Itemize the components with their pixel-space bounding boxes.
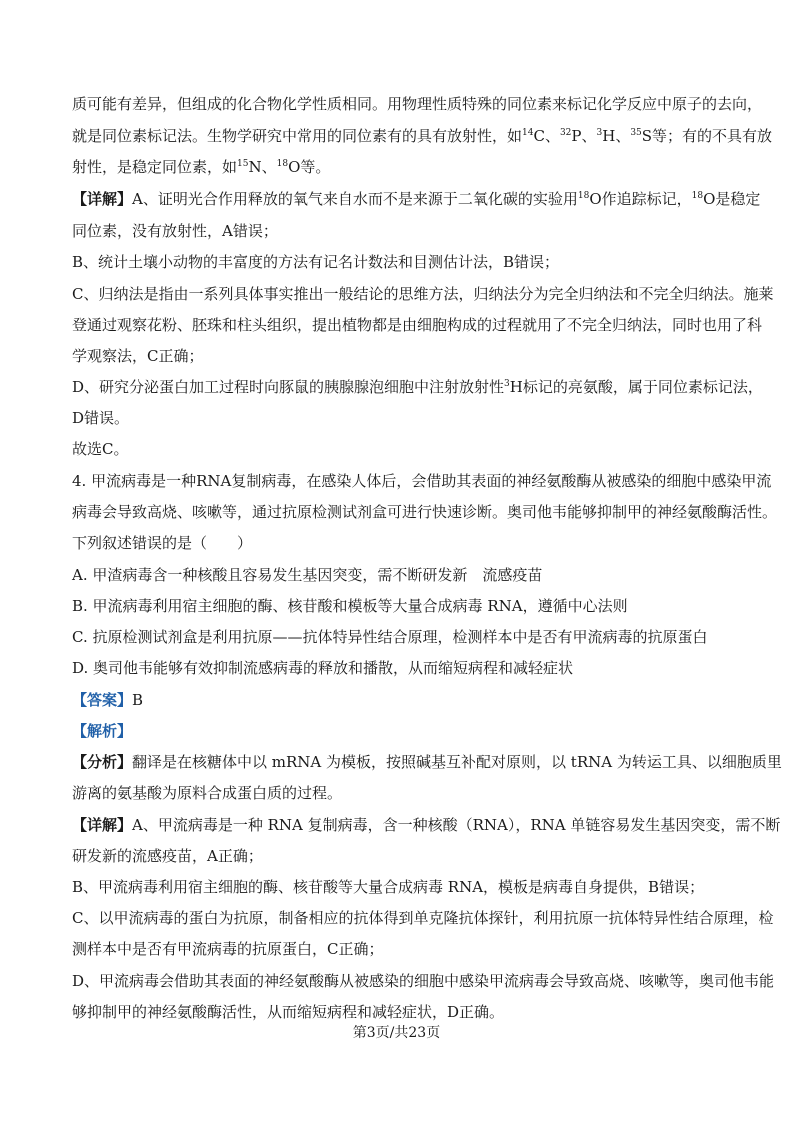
q4-detail-b-line-1: B、甲流病毒利用宿主细胞的酶、核苷酸等大量合成病毒 RNA，模板是病毒自身提供，B错误；: [72, 878, 705, 896]
analysis-line-2: 游离的氨基酸为原料合成蛋白质的过程。: [72, 784, 343, 802]
q3-detail-b-line-1: B、统计土壤小动物的丰富度的方法有记名计数法和目测估计法，B错误；: [72, 253, 560, 271]
q3-detail-c-line-2: 登通过观察花粉、胚珠和柱头组织，提出植物都是由细胞构成的过程就用了不完全归纳法，同时也用了科: [72, 316, 763, 334]
q4-detail-a-line-2: 研发新的流感疫苗，A正确；: [72, 847, 263, 865]
q4-detail-c-line-2: 测样本中是否有甲流病毒的抗原蛋白，C正确；: [72, 940, 384, 958]
answer-label: 【答案】: [72, 691, 133, 709]
q4-option-b: B. 甲流病毒利用宿主细胞的酶、核苷酸和模板等大量合成病毒 RNA，遵循中心法则: [72, 597, 628, 615]
q4-option-c: C. 抗原检测试剂盒是利用抗原——抗体特异性结合原理，检测样本中是否有甲流病毒的抗原蛋白: [72, 628, 708, 646]
intro-line-2: 就是同位素标记法。生物学研究中常用的同位素有的具有放射性，如$^{14}$C、$^{32}$P、$^3$H、$^{35}$S等；有的不具有放: [72, 127, 773, 145]
q4-detail-a-line-1: 【详解】A、甲流病毒是一种 RNA 复制病毒，含一种核酸（RNA），RNA 单链容易发生基因突变，需不断: [72, 816, 781, 834]
q4-detail-d-line-1: D、甲流病毒会借助其表面的神经氨酸酶从被感染的细胞中感染甲流病毒会导致高烧、咳嗽等，奥司他韦能: [72, 972, 775, 990]
detail-label: 【详解】: [72, 190, 133, 208]
q4-detail-c-line-1: C、以甲流病毒的蛋白为抗原，制备相应的抗体得到单克隆抗体探针，利用抗原一抗体特异性结合原理，检: [72, 909, 774, 927]
detail-label: 【详解】: [72, 816, 133, 834]
q3-conclusion: 故选C。: [72, 440, 129, 458]
q3-detail-c-line-1: C、归纳法是指由一系列具体事实推出一般结论的思维方法，归纳法分为完全归纳法和不完全归纳法。施莱: [72, 285, 774, 303]
page-number-footer: 第3页/共23页: [352, 1025, 441, 1041]
analysis-line-1: 【分析】翻译是在核糖体中以 mRNA 为模板，按照碱基互补配对原则，以 tRNA 为转运工具、以细胞质里: [72, 753, 782, 771]
q3-detail-d-line-2: D错误。: [72, 409, 130, 427]
q3-detail-a-line-1: 【详解】A、证明光合作用释放的氧气来自水而不是来源于二氧化碳的实验用$^{18}$O作追踪标记，$^{18}$O是稳定: [72, 190, 761, 208]
intro-line-3: 射性，是稳定同位素，如$^{15}$N、$^{18}$O等。: [72, 158, 331, 176]
q4-stem-line-2: 病毒会导致高烧、咳嗽等，通过抗原检测试剂盒可进行快速诊断。奥司他韦能够抑制甲的神经氨酸酶活性。: [72, 503, 778, 521]
q3-detail-d-line-1: D、研究分泌蛋白加工过程时向豚鼠的胰腺腺泡细胞中注射放射性$^3$H标记的亮氨酸，属于同位素标记法，: [72, 378, 763, 396]
q4-option-a: A. 甲渣病毒含一种核酸且容易发生基因突变，需不断研发新 流感疫苗: [72, 566, 543, 584]
intro-line-1: 质可能有差异，但组成的化合物化学性质相同。用物理性质特殊的同位素来标记化学反应中原子的去向，: [72, 95, 763, 113]
analysis-label: 【分析】: [72, 753, 133, 771]
analysis-heading: 【解析】: [72, 722, 133, 740]
q3-detail-a-line-2: 同位素，没有放射性，A错误；: [72, 222, 278, 240]
q4-stem-line-1: 4. 甲流病毒是一种RNA复制病毒，在感染人体后，会借助其表面的神经氨酸酶从被感染的细胞中感染甲流: [72, 472, 772, 490]
q4-stem-line-3: 下列叙述错误的是（ ）: [72, 534, 253, 552]
answer-line: [72, 690, 732, 710]
q4-option-d: D. 奥司他韦能够有效抑制流感病毒的释放和播散，从而缩短病程和减轻症状: [72, 659, 574, 677]
q4-detail-d-line-2: 够抑制甲的神经氨酸酶活性，从而缩短病程和减轻症状，D正确。: [72, 1003, 505, 1021]
answer-value: B: [132, 691, 144, 709]
q3-detail-c-line-3: 学观察法，C正确；: [72, 347, 204, 365]
